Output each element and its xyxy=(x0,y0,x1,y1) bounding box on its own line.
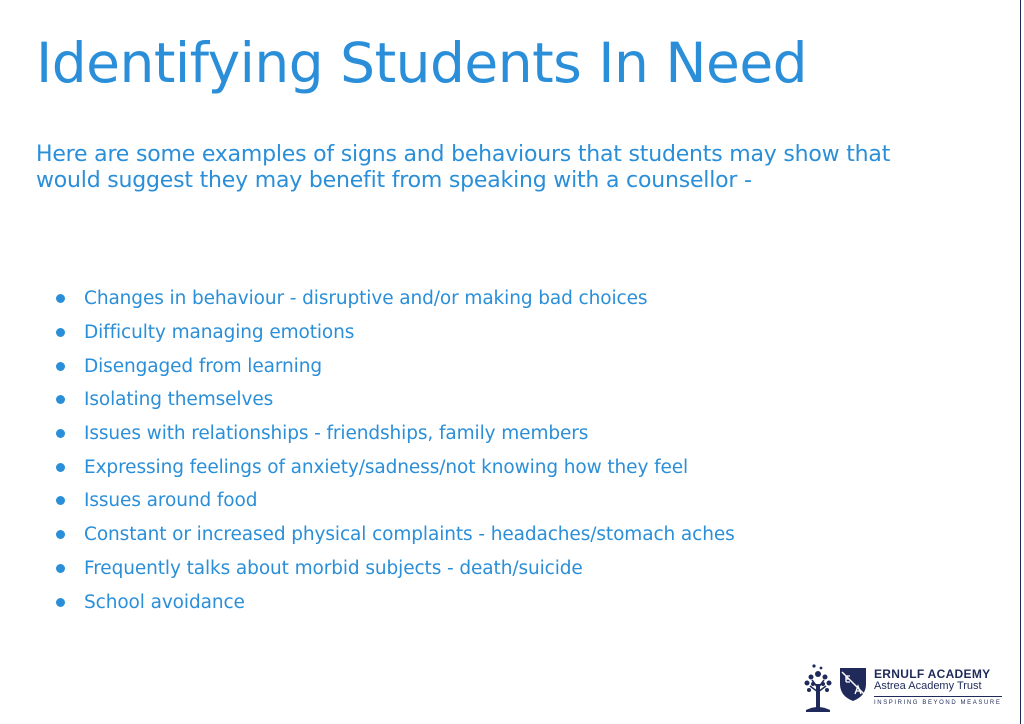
list-item-text: Difficulty managing emotions xyxy=(84,322,355,344)
list-item-text: Changes in behaviour - disruptive and/or making bad choices xyxy=(84,288,648,310)
bullet-icon xyxy=(56,362,65,371)
list-item-text: Constant or increased physical complaints - headaches/stomach aches xyxy=(84,524,735,546)
list-item-text: School avoidance xyxy=(84,591,245,613)
list-item xyxy=(56,349,735,383)
list-item-text: Expressing feelings of anxiety/sadness/not knowing how they feel xyxy=(84,456,689,478)
list-item-text: Issues with relationships - friendships, family members xyxy=(84,423,589,445)
logo-academy-name: ERNULF ACADEMY xyxy=(874,667,991,681)
logo-motto: INSPIRING BEYOND MEASURE xyxy=(874,700,1002,706)
list-item xyxy=(56,316,735,350)
bullet-icon xyxy=(56,395,65,404)
list-item xyxy=(56,585,735,619)
ernulf-academy-logo xyxy=(800,662,1005,714)
list-item-text: Disengaged from learning xyxy=(84,355,322,377)
bullet-icon xyxy=(56,294,65,303)
shield-crest-icon xyxy=(838,666,868,702)
bullet-icon xyxy=(56,496,65,505)
list-item xyxy=(56,518,735,552)
page-border-line xyxy=(1020,0,1021,724)
list-item-text: Frequently talks about morbid subjects - death/suicide xyxy=(84,557,583,579)
list-item xyxy=(56,484,735,518)
bullet-icon xyxy=(56,463,65,472)
logo-trust-name: Astrea Academy Trust xyxy=(874,680,982,692)
list-item xyxy=(56,417,735,451)
bullet-icon xyxy=(56,598,65,607)
list-item xyxy=(56,552,735,586)
list-item xyxy=(56,282,735,316)
logo-text-block xyxy=(874,668,1002,707)
bullet-icon xyxy=(56,564,65,573)
list-item-text: Isolating themselves xyxy=(84,389,274,411)
bullet-icon xyxy=(56,530,65,539)
bullet-icon xyxy=(56,328,65,337)
list-item xyxy=(56,383,735,417)
intro-paragraph: Here are some examples of signs and behaviours that students may show that would suggest they may benefit from speaking with a counsellor - xyxy=(36,142,891,193)
bullet-icon xyxy=(56,429,65,438)
tree-icon xyxy=(800,662,836,714)
signs-list xyxy=(56,282,735,619)
list-item xyxy=(56,450,735,484)
logo-divider xyxy=(874,696,1002,697)
page-title: Identifying Students In Need xyxy=(36,31,808,95)
list-item-text: Issues around food xyxy=(84,490,258,512)
